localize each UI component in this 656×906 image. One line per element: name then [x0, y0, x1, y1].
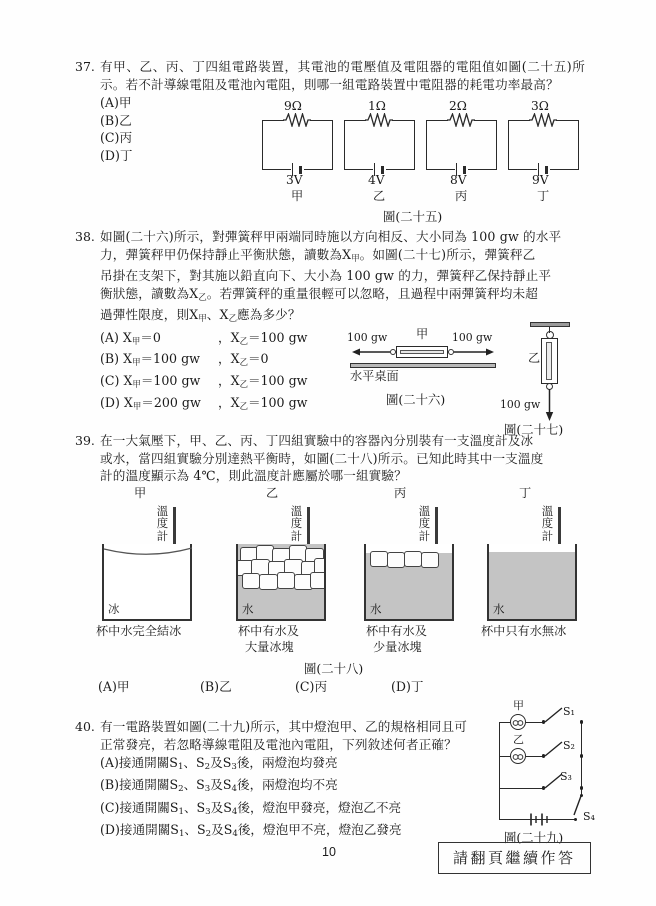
question-38-option-d[interactable]: (D) $X_甲=200$ gw ，$X_乙=100$ gw [100, 394, 308, 411]
question-40-option-c[interactable]: (C)接通開關$S_1$、$S_3$及$S_4$後，燈泡甲發亮，燈泡乙不亮 [100, 799, 402, 817]
question-38-stem-line-2: 力，彈簧秤甲仍保持靜止平衡狀態，讀數為$X_甲$。如圖(二十七)所示，彈簧秤乙 [100, 246, 536, 263]
question-40-option-a[interactable]: (A)接通開關$S_1$、$S_2$及$S_3$後，兩燈泡均發亮 [100, 755, 338, 772]
switch-s4-bottom-contact [574, 818, 577, 821]
circuit-ding-resistance: 3Ω [531, 99, 549, 113]
question-37-option-b[interactable]: (B)乙 [100, 112, 132, 128]
spring-scale-inner-bar-vertical [546, 342, 552, 380]
question-37-option-c[interactable]: (C)丙 [100, 130, 133, 146]
question-38-option-a[interactable]: (A) $X_甲=0$ ，$X_乙=100$ gw [100, 329, 308, 346]
beaker-group-label-jia: 甲 [134, 486, 147, 500]
circuit-bing-voltage: 8V [450, 173, 467, 187]
beaker-figure-jia [98, 505, 218, 655]
question-38-stem-line-4: 衡狀態，讀數為$X_乙$。若彈簧秤的重量很輕可以忽略，且過程中兩彈簧秤均未超 [100, 285, 539, 302]
circuit-yi-name: 乙 [373, 189, 386, 203]
circuit-ding-name: 丁 [537, 189, 550, 203]
question-40-option-d[interactable]: (D)接通開關$S_1$、$S_2$及$S_4$後，燈泡甲不亮，燈泡乙發亮 [100, 822, 402, 840]
thermometer-label-yi: 溫 度 計 [290, 504, 303, 543]
thermometer-label-jia: 溫 度 計 [156, 504, 169, 543]
switch-s3-blade[interactable] [544, 772, 568, 792]
question-38-option-c[interactable]: (C) $X_甲=100$ gw ，$X_乙=100$ gw [100, 373, 308, 390]
beaker-figure-bing [360, 505, 480, 655]
question-39-stem-line-2: 或水，當四組實驗分別達熱平衡時，如圖(二十八)所示。已知此時其中一支溫度 [100, 450, 544, 466]
question-38-stem-line-1: 如圖(二十六)所示，對彈簧秤甲兩端同時施以方向相反、大小同為 100 gw 的水平 [100, 229, 562, 244]
circuit-bing [426, 99, 500, 203]
beaker-figure-yi [232, 505, 352, 655]
question-37-number: 37. [75, 59, 95, 74]
beaker-caption-jia-line-1: 杯中水完全結冰 [96, 624, 182, 638]
bulb-label-jia: 甲 [513, 699, 524, 712]
circuit-ding-voltage: 9V [532, 173, 549, 187]
figure-26-force-left-label: 100 gw [347, 331, 388, 344]
question-39-option-d[interactable]: (D)丁 [391, 679, 424, 694]
question-39-stem-line-3: 計的溫度顯示為 4℃，則此溫度計應屬於哪一組實驗？ [100, 468, 407, 483]
circuit-yi-resistance: 1Ω [368, 99, 386, 113]
circuit-bing-name: 丙 [455, 189, 468, 203]
question-39-option-a[interactable]: (A)甲 [98, 679, 130, 694]
beaker-content-label-jia: 冰 [108, 602, 120, 616]
battery-symbol [527, 813, 553, 827]
question-40-number: 40. [75, 719, 95, 734]
figure-29 [497, 700, 607, 845]
figure-26 [344, 327, 502, 410]
circuit-yi [344, 99, 418, 203]
question-40-stem-line-2: 正常發亮，若忽略導線電阻及電池內電阻，下列敘述何者正確？ [100, 736, 457, 752]
question-39-option-c[interactable]: (C)丙 [295, 679, 328, 694]
switch-s1-blade[interactable] [544, 706, 568, 726]
figure-27 [500, 322, 592, 437]
beaker-figure-ding [483, 505, 603, 655]
table-surface [350, 363, 496, 368]
continue-notice: 請翻頁繼續作答 [438, 842, 591, 874]
circuit-bing-resistance: 2Ω [449, 99, 467, 113]
switch-s1-right-contact [580, 720, 583, 723]
figure-25 [258, 99, 590, 212]
beaker-content-label-yi: 水 [242, 602, 254, 616]
beaker-group-label-yi: 乙 [266, 486, 279, 500]
question-39 [70, 432, 590, 485]
question-38-stem-line-3: 吊掛在支架下，對其施以鉛直向下、大小為 100 gw 的力，彈簧秤乙保持靜止平 [100, 268, 552, 284]
figure-28-caption: 圖(二十八) [304, 661, 364, 676]
ice-surface-curve [103, 543, 193, 563]
question-40-stem-line-1: 有一電路裝置如圖(二十九)所示，其中燈泡甲、乙的規格相同且可 [100, 719, 467, 734]
question-39-options [98, 678, 518, 696]
thermometer-label-ding: 溫 度 計 [541, 504, 554, 543]
resistor-symbol [365, 113, 393, 127]
beaker-caption-yi-line-1: 杯中有水及 [238, 624, 299, 638]
figure-25-caption: 圖(二十五) [383, 209, 443, 224]
figure-27-caption: 圖(二十七) [504, 422, 564, 437]
question-39-number: 39. [75, 433, 95, 448]
question-39-option-b[interactable]: (B)乙 [200, 679, 232, 694]
circuit-jia-voltage: 3V [286, 173, 303, 187]
circuit-yi-voltage: 4V [368, 173, 385, 187]
force-arrows-icon [344, 344, 502, 360]
question-38-option-b[interactable]: (B) $X_甲=100$ gw ，$X_乙=0$ [100, 351, 269, 368]
switch-s2-blade[interactable] [544, 740, 568, 760]
circuit-jia-name: 甲 [291, 189, 304, 203]
resistor-symbol [283, 113, 311, 127]
question-38-stem-line-5: 過彈性限度，則$X_甲$、$X_乙$應為多少？ [100, 307, 301, 324]
question-37-option-d[interactable]: (D)丁 [100, 147, 133, 163]
figure-26-scale-label: 甲 [416, 327, 429, 341]
beaker-content-label-ding: 水 [493, 602, 505, 616]
figure-27-force-label: 100 gw [500, 398, 541, 411]
circuit-ding [508, 99, 582, 203]
bulb-label-yi: 乙 [513, 733, 524, 746]
bulb-jia [510, 714, 526, 730]
page-number: 10 [322, 845, 336, 859]
figure-26-force-right-label: 100 gw [452, 331, 493, 344]
switch-label-s4: S₄ [583, 810, 595, 823]
beaker-content-label-bing: 水 [370, 602, 382, 616]
question-38-number: 38. [75, 229, 95, 244]
beaker-caption-bing-line-2: 少量冰塊 [373, 640, 422, 654]
figure-27-scale-label: 乙 [528, 351, 541, 365]
switch-label-s3: S₃ [560, 770, 572, 783]
switch-label-s2: S₂ [563, 739, 575, 752]
switch-s2-right-contact [580, 754, 583, 757]
figure-26-caption: 圖(二十六) [386, 392, 446, 407]
question-37-option-a[interactable]: (A)甲 [100, 95, 132, 110]
circuit-jia-resistance: 9Ω [284, 99, 302, 113]
question-40-option-b[interactable]: (B)接通開關$S_2$、$S_3$及$S_4$後，兩燈泡均不亮 [100, 777, 338, 795]
resistor-symbol [529, 113, 557, 127]
beaker-caption-yi-line-2: 大量冰塊 [245, 640, 294, 654]
question-39-stem-line-1: 在一大氣壓下，甲、乙、丙、丁四組實驗中的容器內分別裝有一支溫度計及冰 [100, 433, 534, 448]
beaker-caption-bing-line-1: 杯中有水及 [366, 624, 427, 638]
resistor-symbol [447, 113, 475, 127]
figure-26-surface-label: 水平桌面 [350, 369, 399, 383]
beaker-group-label-bing: 丙 [394, 486, 407, 500]
question-37-stem: 有甲、乙、丙、丁四組電路裝置，其電池的電壓值及電阻器的電阻值如圖(二十五)所示。若不計導線電阻及電池內電阻，則哪一組電路裝置中電阻器的耗電功率最高？ [100, 59, 585, 92]
beaker-group-label-ding: 丁 [519, 486, 532, 500]
beaker-caption-ding-line-1: 杯中只有水無冰 [481, 624, 567, 638]
figure-29-caption: 圖(二十九) [504, 830, 564, 845]
bulb-yi [510, 748, 526, 764]
switch-label-s1: S₁ [563, 705, 575, 718]
circuit-jia [262, 99, 336, 203]
thermometer-label-bing: 溫 度 計 [418, 504, 431, 543]
question-40 [70, 718, 500, 844]
switch-s3-right-contact [580, 786, 583, 789]
